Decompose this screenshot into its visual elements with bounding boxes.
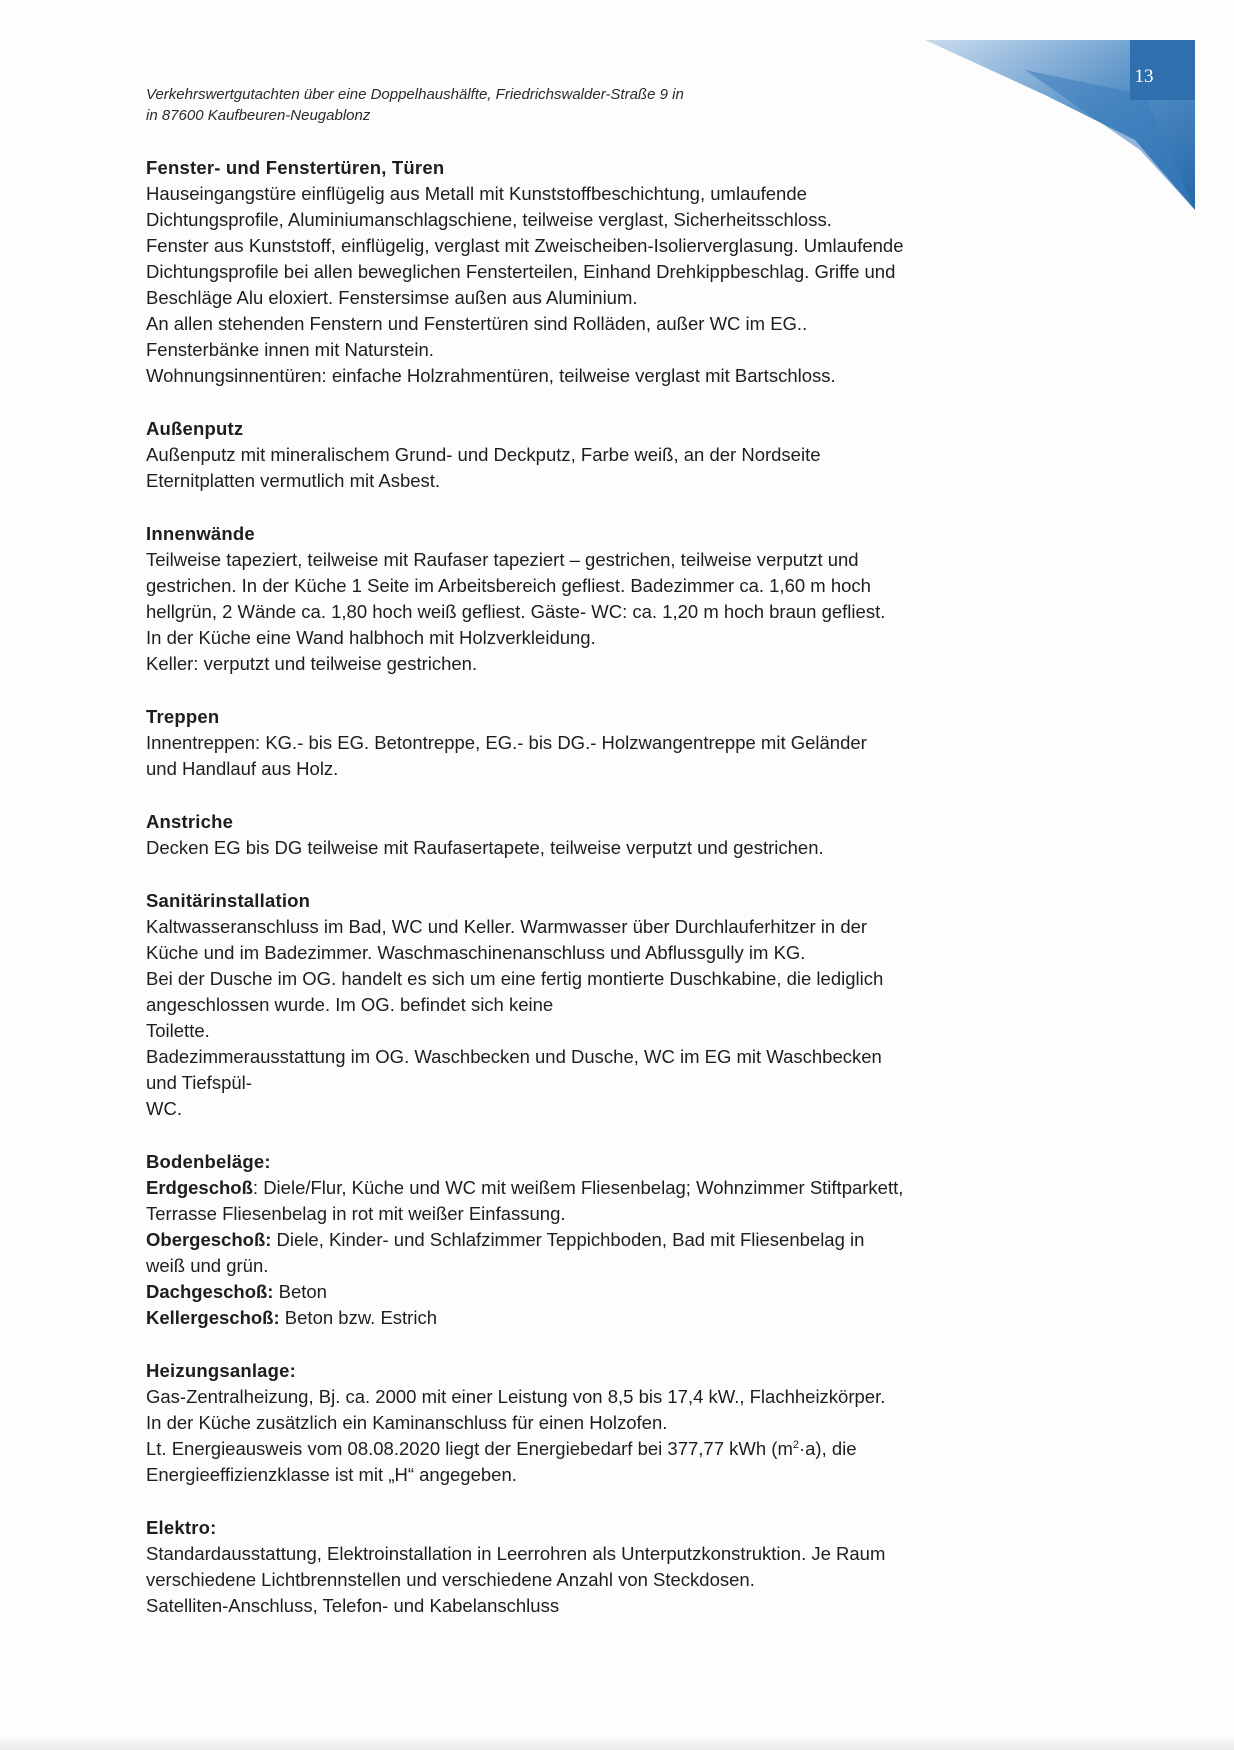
- text-line: Innentreppen: KG.- bis EG. Betontreppe, EG.- bis DG.- Holzwangentreppe mit Geländer: [146, 732, 867, 753]
- floor-label-kg: Kellergeschoß:: [146, 1307, 280, 1328]
- text-line: In der Küche zusätzlich ein Kaminanschluss für einen Holzofen.: [146, 1412, 668, 1433]
- text-line: [146, 1436, 1106, 1462]
- document-header: [146, 84, 946, 126]
- header-line-1: Verkehrswertgutachten über eine Doppelhaushälfte, Friedrichswalder-Straße 9 in: [146, 86, 684, 103]
- section-title: Sanitärinstallation: [146, 890, 311, 911]
- text-line: angeschlossen wurde. Im OG. befindet sich keine: [146, 994, 554, 1015]
- page-number: 13: [1134, 66, 1154, 87]
- text-line: Badezimmerausstattung im OG. Waschbecken und Dusche, WC im EG mit Waschbecken: [146, 1046, 882, 1067]
- text-line: Teilweise tapeziert, teilweise mit Raufaser tapeziert – gestrichen, teilweise verputzt und: [146, 549, 859, 570]
- text-line: weiß und grün.: [146, 1255, 269, 1276]
- section-aussenputz: [146, 416, 1106, 494]
- text-line: An allen stehenden Fenstern und Fenstertüren sind Rolläden, außer WC im EG..: [146, 313, 808, 334]
- section-elektro: [146, 1515, 1106, 1619]
- text-line: Wohnungsinnentüren: einfache Holzrahmentüren, teilweise verglast mit Bartschloss.: [146, 365, 836, 386]
- section-title: Innenwände: [146, 523, 255, 544]
- text-line: Terrasse Fliesenbelag in rot mit weißer Einfassung.: [146, 1203, 566, 1224]
- text-line: Toilette.: [146, 1020, 210, 1041]
- text-line: und Handlauf aus Holz.: [146, 758, 339, 779]
- section-anstriche: [146, 809, 1106, 861]
- text-line: Standardausstattung, Elektroinstallation in Leerrohren als Unterputzkonstruktion. Je Raum: [146, 1543, 886, 1564]
- section-fenster: [146, 155, 1106, 389]
- section-innenwaende: [146, 521, 1106, 677]
- text-line: Hauseingangstüre einflügelig aus Metall mit Kunststoffbeschichtung, umlaufende: [146, 183, 807, 204]
- text-line: [146, 1175, 1106, 1201]
- text-line: verschiedene Lichtbrennstellen und verschiedene Anzahl von Steckdosen.: [146, 1569, 755, 1590]
- section-title: Elektro:: [146, 1517, 217, 1538]
- section-sanitaer: [146, 888, 1106, 1122]
- floor-text-eg: : Diele/Flur, Küche und WC mit weißem Fliesenbelag; Wohnzimmer Stiftparkett,: [252, 1177, 904, 1198]
- text-line: [146, 1305, 1106, 1331]
- text-line: In der Küche eine Wand halbhoch mit Holzverkleidung.: [146, 627, 596, 648]
- section-title: Fenster- und Fenstertüren, Türen: [146, 157, 445, 178]
- text-line: gestrichen. In der Küche 1 Seite im Arbeitsbereich gefliest. Badezimmer ca. 1,60 m hoch: [146, 575, 871, 596]
- section-bodenbelaege: [146, 1149, 1106, 1331]
- text-line: [146, 1279, 1106, 1305]
- text-line: und Tiefspül-: [146, 1072, 252, 1093]
- text-line: [146, 1227, 1106, 1253]
- section-title: Bodenbeläge:: [146, 1151, 271, 1172]
- floor-text-og: Diele, Kinder- und Schlafzimmer Teppichboden, Bad mit Fliesenbelag in: [271, 1229, 865, 1250]
- header-line-2: in 87600 Kaufbeuren-Neugablonz: [146, 107, 371, 124]
- section-title: Treppen: [146, 706, 220, 727]
- text-line: Fenster aus Kunststoff, einflügelig, verglast mit Zweischeiben-Isolierverglasung. Umlaufende: [146, 235, 904, 256]
- text-line: Außenputz mit mineralischem Grund- und Deckputz, Farbe weiß, an der Nordseite: [146, 444, 821, 465]
- text-line: Kaltwasseranschluss im Bad, WC und Keller. Warmwasser über Durchlauferhitzer in der: [146, 916, 868, 937]
- text-line: Bei der Dusche im OG. handelt es sich um eine fertig montierte Duschkabine, die lediglich: [146, 968, 884, 989]
- floor-label-eg: Erdgeschoß: [146, 1177, 253, 1198]
- section-treppen: [146, 704, 1106, 782]
- section-title: Außenputz: [146, 418, 244, 439]
- floor-text-dg: Beton: [273, 1281, 327, 1302]
- text-line: Eternitplatten vermutlich mit Asbest.: [146, 470, 441, 491]
- scan-shadow: [0, 1736, 1234, 1750]
- text-line: Gas-Zentralheizung, Bj. ca. 2000 mit einer Leistung von 8,5 bis 17,4 kW., Flachheizkörper.: [146, 1386, 886, 1407]
- energy-text-end: ·a), die: [798, 1438, 857, 1459]
- superscript: 2: [792, 1438, 799, 1451]
- text-line: WC.: [146, 1098, 182, 1119]
- text-line: hellgrün, 2 Wände ca. 1,80 hoch weiß gefliest. Gäste- WC: ca. 1,20 m hoch braun gefliest.: [146, 601, 886, 622]
- text-line: Küche und im Badezimmer. Waschmaschinenanschluss und Abflussgully im KG.: [146, 942, 806, 963]
- floor-text-kg: Beton bzw. Estrich: [279, 1307, 437, 1328]
- document-body: [146, 155, 1106, 1646]
- text-line: Keller: verputzt und teilweise gestrichen.: [146, 653, 478, 674]
- text-line: Dichtungsprofile, Aluminiumanschlagschiene, teilweise verglast, Sicherheitsschloss.: [146, 209, 832, 230]
- text-line: Decken EG bis DG teilweise mit Raufasertapete, teilweise verputzt und gestrichen.: [146, 837, 824, 858]
- floor-label-og: Obergeschoß:: [146, 1229, 272, 1250]
- text-line: Satelliten-Anschluss, Telefon- und Kabelanschluss: [146, 1595, 560, 1616]
- text-line: Dichtungsprofile bei allen beweglichen Fensterteilen, Einhand Drehkippbeschlag. Griffe und: [146, 261, 896, 282]
- text-line: Beschläge Alu eloxiert. Fenstersimse außen aus Aluminium.: [146, 287, 638, 308]
- text-line: Energieeffizienzklasse ist mit „H“ angegeben.: [146, 1464, 517, 1485]
- section-title: Anstriche: [146, 811, 234, 832]
- text-line: Fensterbänke innen mit Naturstein.: [146, 339, 434, 360]
- floor-label-dg: Dachgeschoß:: [146, 1281, 274, 1302]
- energy-text: Lt. Energieausweis vom 08.08.2020 liegt der Energiebedarf bei 377,77 kWh (m: [146, 1438, 793, 1459]
- section-title: Heizungsanlage:: [146, 1360, 296, 1381]
- section-heizung: [146, 1358, 1106, 1488]
